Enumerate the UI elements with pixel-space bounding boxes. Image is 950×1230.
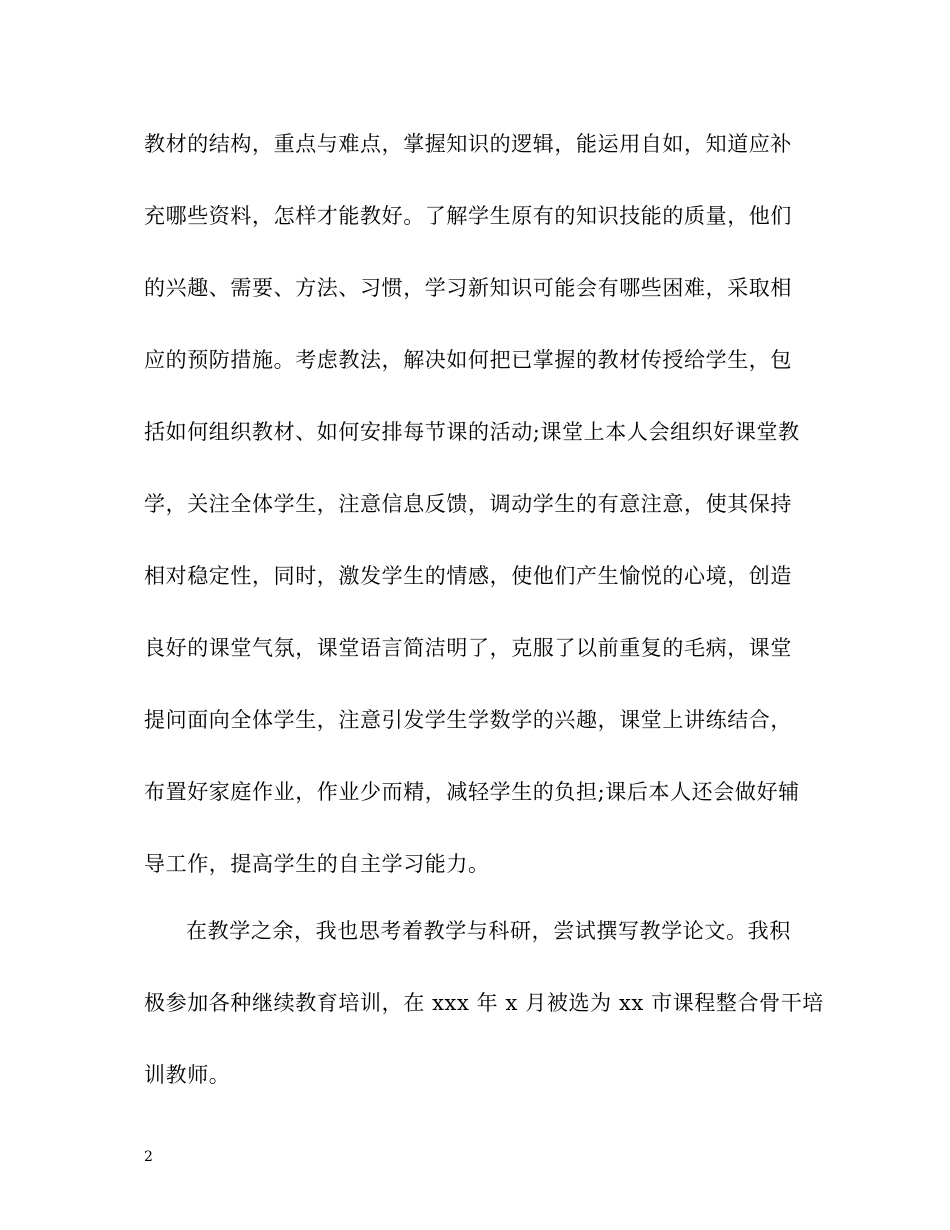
text-line: 提问面向全体学生，注意引发学生学数学的兴趣，课堂上讲练结合， [144, 708, 792, 732]
page-number: 2 [144, 1149, 153, 1165]
text-line: 的兴趣、需要、方法、习惯，学习新知识可能会有哪些困难，采取相 [144, 276, 792, 300]
text-line: 布置好家庭作业，作业少而精，减轻学生的负担;课后本人还会做好辅 [144, 780, 800, 804]
text-line: 在教学之余，我也思考着教学与科研，尝试撰写教学论文。我积 [186, 919, 791, 943]
text-line: 训教师。 [144, 1063, 231, 1087]
text-line: 充哪些资料，怎样才能教好。了解学生原有的知识技能的质量，他们 [144, 204, 792, 228]
text-line: 导工作，提高学生的自主学习能力。 [144, 852, 490, 876]
text-line: 相对稳定性，同时，激发学生的情感，使他们产生愉悦的心境，创造 [144, 564, 792, 588]
text-line: 括如何组织教材、如何安排每节课的活动;课堂上本人会组织好课堂教 [144, 420, 800, 444]
text-line: 应的预防措施。考虑教法，解决如何把已掌握的教材传授给学生，包 [144, 348, 792, 372]
text-line: 教材的结构，重点与难点，掌握知识的逻辑，能运用自如，知道应补 [144, 132, 792, 156]
text-line: 良好的课堂气氛，课堂语言简洁明了，克服了以前重复的毛病，课堂 [144, 636, 792, 660]
text-line: 极参加各种继续教育培训，在 xxx 年 x 月被选为 xx 市课程整合骨干培 [144, 991, 824, 1015]
text-line: 学，关注全体学生，注意信息反馈，调动学生的有意注意，使其保持 [144, 492, 792, 516]
